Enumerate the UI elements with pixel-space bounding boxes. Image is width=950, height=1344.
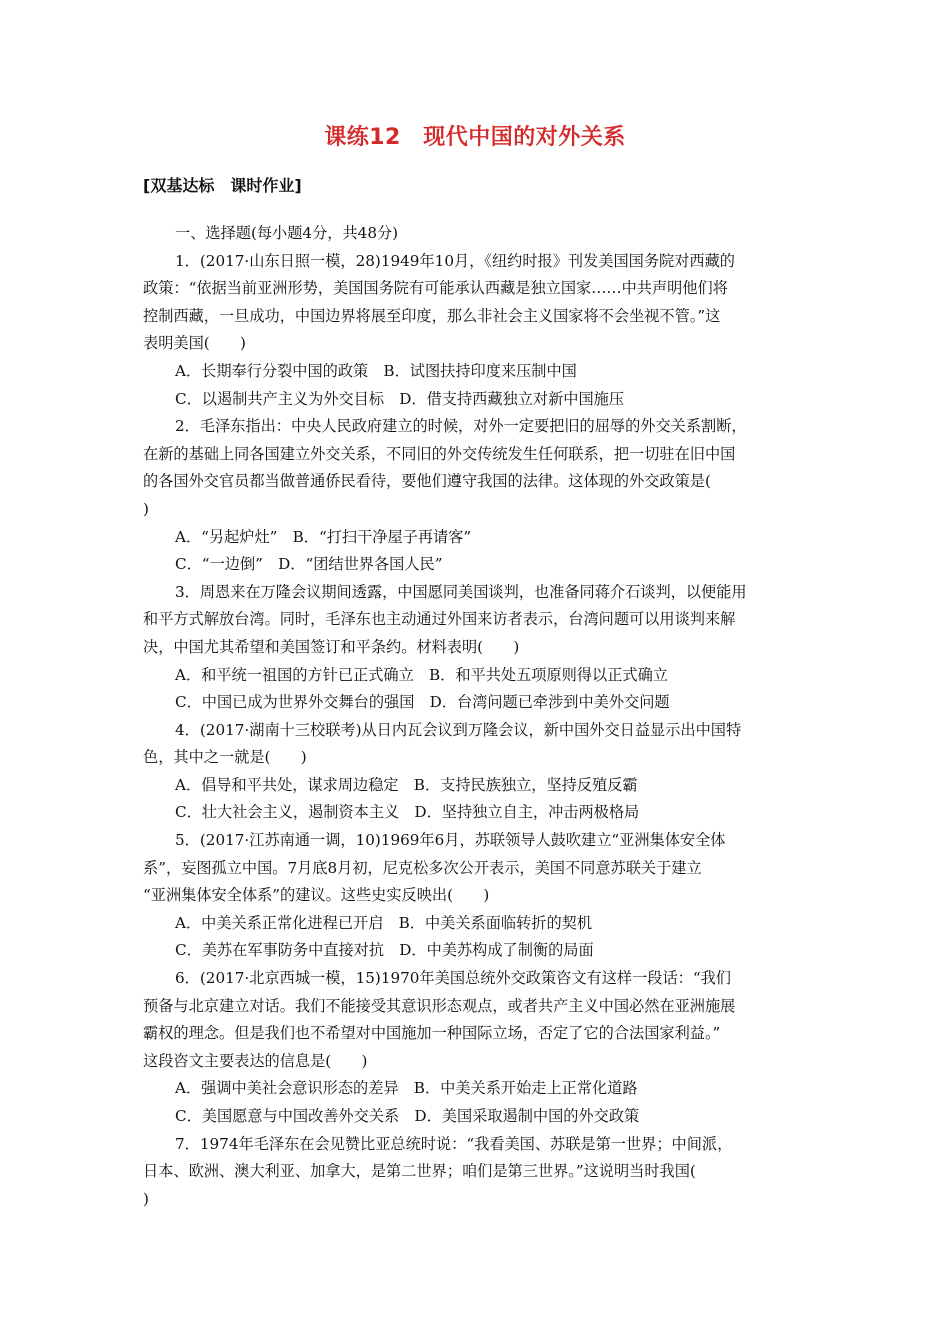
question-stem-line: 在新的基础上同各国建立外交关系，不同旧的外交传统发生任何联系，把一切驻在旧中国 [143,444,736,463]
answer-options: C．以遏制共产主义为外交目标 D．借支持西藏独立对新中国施压 [175,389,625,408]
question-stem-line: 的各国外交官员都当做普通侨民看待，要他们遵守我国的法律。这体现的外交政策是( [143,472,711,491]
answer-options: A．长期奉行分裂中国的政策 B．试图扶持印度来压制中国 [175,361,577,380]
question-stem-line: 和平方式解放台湾。同时，毛泽东也主动通过外国来访者表示，台湾问题可以用谈判来解 [143,610,736,629]
answer-options: A．和平统一祖国的方针已正式确立 B．和平共处五项原则得以正式确立 [175,665,668,684]
answer-options: C．美苏在军事防务中直接对抗 D．中美苏构成了制衡的局面 [175,941,594,960]
question-stem-line: 色，其中之一就是( ) [143,748,307,767]
question-stem-start: 1．(2017·山东日照一模，28)1949年10月，《纽约时报》刊发美国国务院对西藏的 [175,251,735,270]
answer-options: A．中美关系正常化进程已开启 B．中美关系面临转折的契机 [175,913,593,932]
section-header: [双基达标 课时作业] [143,176,302,195]
question-stem-line: “亚洲集体安全体系”的建议。这些史实反映出( ) [143,886,490,905]
answer-options: A．倡导和平共处，谋求周边稳定 B．支持民族独立，坚持反殖反霸 [175,775,638,794]
answer-options: A．“另起炉灶” B．“打扫干净屋子再请客” [175,527,472,546]
question-stem-start: 4．(2017·湖南十三校联考)从日内瓦会议到万隆会议，新中国外交日益显示出中国特 [175,720,742,739]
answer-options: C．美国愿意与中国改善外交关系 D．美国采取遏制中国的外交政策 [175,1107,640,1125]
question-stem-line: 霸权的理念。但是我们也不希望对中国施加一种国际立场，否定了它的合法国家利益。” [143,1024,721,1043]
question-stem-line: 政策：“依据当前亚洲形势，美国国务院有可能承认西藏是独立国家……中共声明他们将 [143,279,728,298]
question-body [143,220,813,1213]
question-stem-start: 7．1974年毛泽东在会见赞比亚总统时说：“我看美国、苏联是第一世界；中间派， [175,1134,733,1153]
answer-options: C．“一边倒” D．“团结世界各国人民” [175,555,443,574]
page-title: 课练12 现代中国的对外关系 [324,125,626,150]
section-intro: 一、选择题(每小题4分，共48分) [175,224,399,242]
question-stem-line: 控制西藏，一旦成功，中国边界将展至印度，那么非社会主义国家将不会坐视不管。”这 [143,306,721,325]
question-stem-line: 系”，妄图孤立中国。7月底8月初，尼克松多次公开表示，美国不同意苏联关于建立 [143,858,702,877]
question-stem-line: 决，中国尤其希望和美国签订和平条约。材料表明( ) [143,637,520,656]
question-stem-line: 这段咨文主要表达的信息是( ) [143,1051,368,1070]
question-stem-line: 日本、欧洲、澳大利亚、加拿大，是第二世界；咱们是第三世界。”这说明当时我国( [143,1162,696,1181]
answer-options: C．壮大社会主义，遏制资本主义 D．坚持独立自主，冲击两极格局 [175,803,640,822]
question-stem-line: 表明美国( ) [143,334,246,353]
question-stem-line: ) [143,499,149,518]
question-stem-start: 3．周恩来在万隆会议期间透露，中国愿同美国谈判，也准备同蒋介石谈判，以便能用 [175,582,747,601]
question-stem-line: 预备与北京建立对话。我们不能接受其意识形态观点，或者共产主义中国必然在亚洲施展 [143,996,736,1015]
answer-options: A．强调中美社会意识形态的差异 B．中美关系开始走上正常化道路 [175,1079,638,1098]
question-stem-start: 5．(2017·江苏南通一调，10)1969年6月，苏联领导人鼓吹建立“亚洲集体安全体 [175,831,726,850]
question-stem-start: 6．(2017·北京西城一模，15)1970年美国总统外交政策咨文有这样一段话：“我们 [175,969,731,988]
question-stem-line: ) [143,1189,149,1208]
question-stem-start: 2．毛泽东指出：中央人民政府建立的时候，对外一定要把旧的屈辱的外交关系割断， [175,417,747,436]
answer-options: C．中国已成为世界外交舞台的强国 D．台湾问题已牵涉到中美外交问题 [175,693,670,712]
